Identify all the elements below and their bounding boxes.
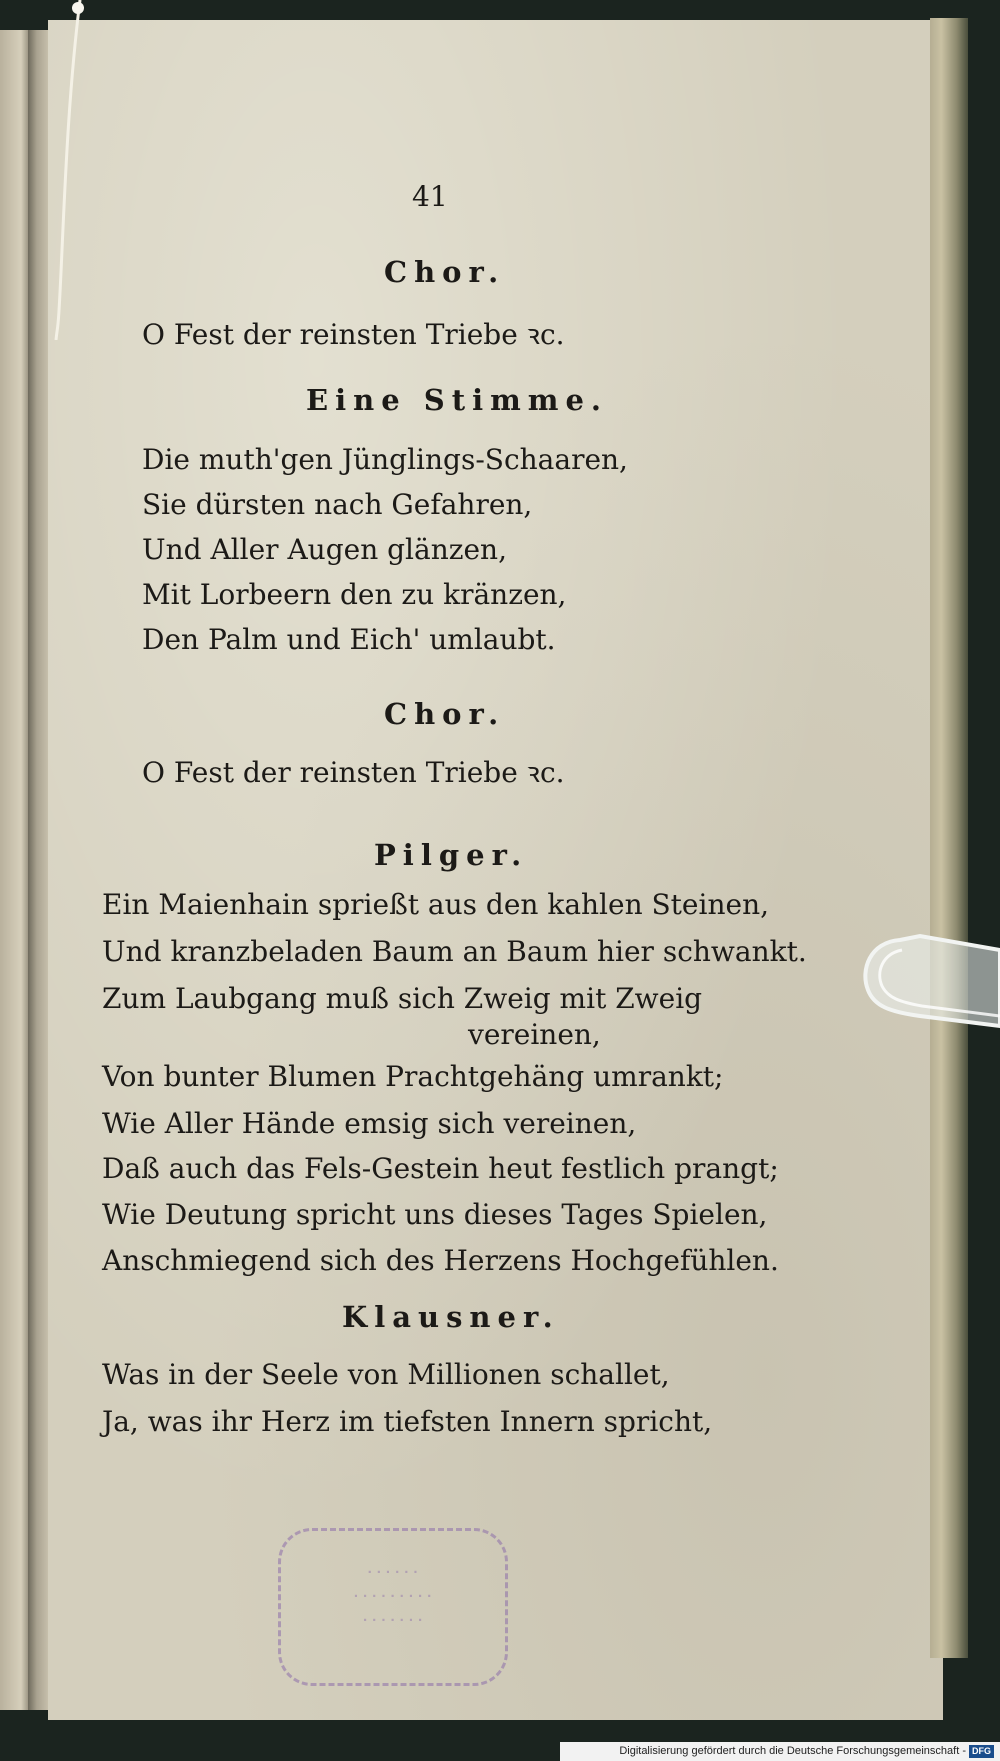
verse-line: Wie Deutung spricht uns dieses Tages Spielen, <box>102 1198 768 1231</box>
page-number: 41 <box>412 180 448 213</box>
verse-line: Und Aller Augen glänzen, <box>142 533 507 566</box>
verse-line: Den Palm und Eich' umlaubt. <box>142 623 556 656</box>
verse-line: Anschmiegend sich des Herzens Hochgefühlen. <box>102 1244 779 1277</box>
verse-line-continuation: vereinen, <box>468 1018 601 1051</box>
facing-page-edge <box>0 30 30 1710</box>
stamp-line: · · · · · · · <box>363 1612 423 1629</box>
speaker-heading-pilger: Pilger. <box>374 838 529 872</box>
stamp-line: · · · · · · <box>367 1564 419 1581</box>
verse-line: Was in der Seele von Millionen schallet, <box>102 1358 670 1391</box>
verse-line: Und kranzbeladen Baum an Baum hier schwankt. <box>102 935 807 968</box>
page-clip <box>860 920 1000 1040</box>
footer-text: Digitalisierung gefördert durch die Deutsche Forschungsgemeinschaft - <box>619 1745 966 1757</box>
bookmark-thread <box>52 0 92 340</box>
verse-line: O Fest der reinsten Triebe ꝛc. <box>142 318 565 351</box>
library-stamp <box>278 1528 508 1686</box>
speaker-heading-eine-stimme: Eine Stimme. <box>306 383 609 417</box>
speaker-heading-chor-2: Chor. <box>384 697 506 731</box>
speaker-heading-klausner: Klausner. <box>342 1300 560 1334</box>
verse-line: Ein Maienhain sprießt aus den kahlen Steinen, <box>102 888 769 921</box>
book-gutter <box>28 30 50 1710</box>
digitization-footer <box>560 1742 1000 1761</box>
verse-line: O Fest der reinsten Triebe ꝛc. <box>142 756 565 789</box>
verse-line: Zum Laubgang muß sich Zweig mit Zweig <box>102 982 703 1015</box>
verse-line: Sie dürsten nach Gefahren, <box>142 488 533 521</box>
stamp-line: · · · · · · · · · <box>353 1588 433 1605</box>
verse-line: Mit Lorbeern den zu kränzen, <box>142 578 567 611</box>
verse-line: Ja, was ihr Herz im tiefsten Innern spricht, <box>102 1405 713 1438</box>
speaker-heading-chor-1: Chor. <box>384 255 506 289</box>
verse-line: Wie Aller Hände emsig sich vereinen, <box>102 1107 637 1140</box>
dfg-logo: DFG <box>969 1745 994 1758</box>
verse-line: Die muth'gen Jünglings-Schaaren, <box>142 443 628 476</box>
page-edge-stack <box>930 18 968 1658</box>
verse-line: Daß auch das Fels-Gestein heut festlich prangt; <box>102 1152 779 1185</box>
verse-line: Von bunter Blumen Prachtgehäng umrankt; <box>102 1060 724 1093</box>
